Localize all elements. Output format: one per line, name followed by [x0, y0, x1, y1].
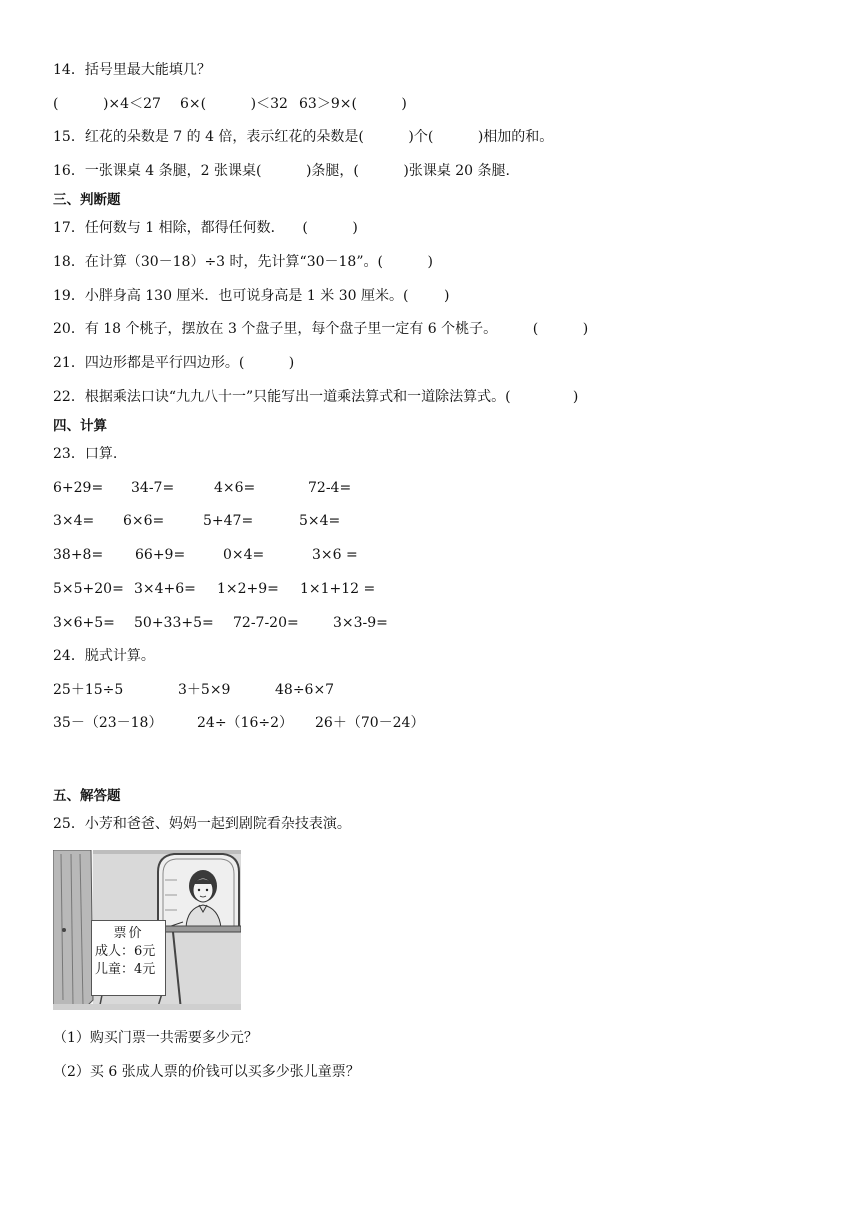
oral-calc-r5-c1: 3×6+5=	[53, 615, 115, 631]
oral-calc-r5-c2: 50+33+5=	[134, 615, 214, 631]
question-25-sub-2: （2）买 6 张成人票的价钱可以买多少张儿童票？	[53, 1064, 360, 1080]
price-sign-title: 票价	[113, 926, 144, 941]
oral-calc-r1-c3: 4×6=	[214, 480, 256, 496]
oral-calc-r4-c3: 1×2+9=	[217, 581, 279, 597]
step-calc-r1-c2: 3＋5×9	[178, 682, 231, 698]
question-22: 22．根据乘法口诀“九九八十一”只能写出一道乘法算式和一道除法算式。( )	[53, 389, 579, 405]
question-14-item-1: ( )×4＜27	[53, 96, 161, 112]
question-15: 15．红花的朵数是 7 的 4 倍，表示红花的朵数是( )个( )相加的和。	[53, 129, 554, 145]
step-calc-r2-c3: 26＋（70－24）	[315, 715, 425, 731]
oral-calc-r3-c4: 3×6 =	[312, 547, 358, 563]
question-24-title: 24．脱式计算。	[53, 648, 155, 664]
question-14-title: 14．括号里最大能填几？	[53, 62, 211, 78]
section-4-heading: 四、计算	[53, 418, 107, 434]
question-23-title: 23．口算.	[53, 446, 118, 462]
price-sign-adult: 成人：6元	[95, 944, 156, 959]
oral-calc-r2-c4: 5×4=	[299, 513, 341, 529]
oral-calc-r2-c2: 6×6=	[123, 513, 165, 529]
oral-calc-r2-c3: 5+47=	[203, 513, 254, 529]
section-5-heading: 五、解答题	[53, 788, 121, 804]
price-sign-child: 儿童：4元	[95, 962, 156, 977]
oral-calc-r4-c1: 5×5+20=	[53, 581, 124, 597]
question-14-item-2: 6×( )＜32	[180, 96, 288, 112]
oral-calc-r3-c2: 66+9=	[135, 547, 186, 563]
question-14-item-3: 63＞9×( )	[299, 96, 407, 112]
question-19: 19．小胖身高 130 厘米．也可说身高是 1 米 30 厘米。( )	[53, 288, 450, 304]
oral-calc-r4-c2: 3×4+6=	[134, 581, 196, 597]
question-20: 20．有 18 个桃子，摆放在 3 个盘子里，每个盘子里一定有 6 个桃子。 ( )	[53, 321, 589, 337]
question-17: 17．任何数与 1 相除，都得任何数． ( )	[53, 220, 358, 236]
question-25-sub-1: （1）购买门票一共需要多少元？	[53, 1030, 258, 1046]
ticket-price-sign	[91, 920, 166, 996]
step-calc-r1-c1: 25＋15÷5	[53, 682, 124, 698]
oral-calc-r3-c3: 0×4=	[223, 547, 265, 563]
step-calc-r2-c2: 24÷（16÷2）	[197, 715, 293, 731]
oral-calc-r1-c1: 6+29=	[53, 480, 104, 496]
oral-calc-r2-c1: 3×4=	[53, 513, 95, 529]
step-calc-r2-c1: 35－（23－18）	[53, 715, 163, 731]
oral-calc-r5-c3: 72-7-20=	[233, 615, 299, 631]
question-21: 21．四边形都是平行四边形。( )	[53, 355, 295, 371]
section-3-heading: 三、判断题	[53, 192, 121, 208]
question-25-title: 25．小芳和爸爸、妈妈一起到剧院看杂技表演。	[53, 816, 351, 832]
oral-calc-r4-c4: 1×1+12 =	[300, 581, 376, 597]
step-calc-r1-c3: 48÷6×7	[275, 682, 335, 698]
oral-calc-r5-c4: 3×3-9=	[333, 615, 388, 631]
oral-calc-r1-c2: 34-7=	[131, 480, 175, 496]
oral-calc-r1-c4: 72-4=	[308, 480, 352, 496]
oral-calc-r3-c1: 38+8=	[53, 547, 104, 563]
question-18: 18．在计算（30－18）÷3 时，先计算“30－18”。( )	[53, 254, 433, 270]
question-16: 16．一张课桌 4 条腿，2 张课桌( )条腿，( )张课桌 20 条腿.	[53, 163, 510, 179]
